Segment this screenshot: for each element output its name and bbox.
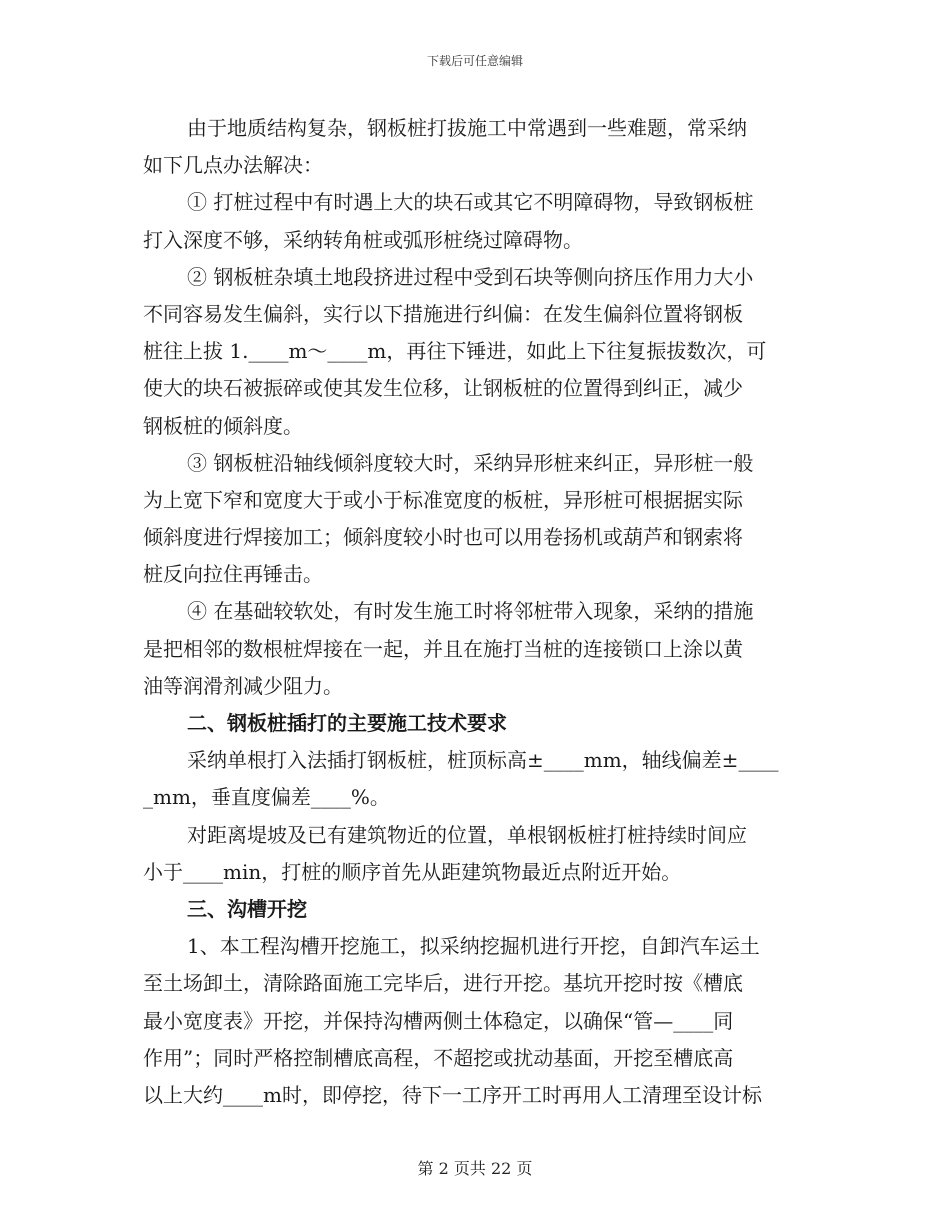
- section-heading: 二、钢板桩插打的主要施工技术要求: [187, 711, 507, 735]
- paragraph-line: 是把相邻的数根桩焊接在一起，并且在施打当桩的连接锁口上涂以黄: [143, 636, 743, 661]
- document-body: [143, 110, 808, 1114]
- paragraph-line: ① 打桩过程中有时遇上大的块石或其它不明障碍物，导致钢板桩: [187, 190, 754, 215]
- paragraph-line: 不同容易发生偏斜，实行以下措施进行纠偏：在发生偏斜位置将钢板: [143, 301, 743, 326]
- paragraph-line: 对距离堤坡及已有建筑物近的位置，单根钢板桩打桩持续时间应: [187, 822, 747, 847]
- paragraph-line: 使大的块石被振碎或使其发生位移，让钢板桩的位置得到纠正，减少: [143, 376, 743, 401]
- paragraph-line: 桩反向拉住再锤击。: [143, 562, 323, 587]
- paragraph-line: 倾斜度进行焊接加工；倾斜度较小时也可以用卷扬机或葫芦和钢索将: [143, 525, 743, 550]
- paragraph-line: 油等润滑剂减少阻力。: [143, 673, 343, 698]
- section-heading: 三、沟槽开挖: [187, 896, 307, 921]
- paragraph-line: 由于地质结构复杂，钢板桩打拔施工中常遇到一些难题，常采纳: [187, 116, 747, 140]
- paragraph-line: 如下几点办法解决：: [143, 153, 323, 178]
- paragraph-line: 小于____min，打桩的顺序首先从距建筑物最近点附近开始。: [143, 859, 682, 884]
- paragraph-line: 打入深度不够，采纳转角桩或弧形桩绕过障碍物。: [143, 227, 583, 252]
- page-header: 下载后可任意编辑: [426, 54, 523, 68]
- paragraph-line: 钢板桩的倾斜度。: [143, 413, 303, 438]
- paragraph-line: 1、本工程沟槽开挖施工，拟采纳挖掘机进行开挖，自卸汽车运土: [187, 934, 760, 959]
- paragraph-line: 为上宽下窄和宽度大于或小于标准宽度的板桩，异形桩可根据据实际: [143, 487, 743, 512]
- paragraph-line: 作用”；同时严格控制槽底高程，不超挖或扰动基面，开挖至槽底高: [143, 1045, 734, 1070]
- paragraph-line: ② 钢板桩杂填土地段挤进过程中受到石块等侧向挤压作用力大小: [187, 264, 754, 289]
- paragraph-line: 最小宽度表》开挖，并保持沟槽两侧土体稳定，以确保“管—____同: [143, 1008, 734, 1033]
- paragraph-line: ③ 钢板桩沿轴线倾斜度较大时，采纳异形桩来纠正，异形桩一般: [187, 450, 754, 475]
- paragraph-line: 采纳单根打入法插打钢板桩，桩顶标高±____mm，轴线偏差±____: [187, 748, 779, 773]
- paragraph-line: 至土场卸土，清除路面施工完毕后，进行开挖。基坑开挖时按《槽底: [143, 971, 743, 996]
- paragraph-line: 桩往上拔 1.____m～____m，再往下锤进，如此上下往复振拔数次，可: [143, 339, 767, 364]
- paragraph-line: ④ 在基础较软处，有时发生施工时将邻桩带入现象，采纳的措施: [187, 599, 754, 624]
- paragraph-line: _mm，垂直度偏差____%。: [143, 785, 390, 810]
- page-footer: 第 2 页共 22 页: [417, 1159, 533, 1178]
- paragraph-line: 以上大约____m时，即停挖，待下一工序开工时再用人工清理至设计标: [143, 1082, 762, 1107]
